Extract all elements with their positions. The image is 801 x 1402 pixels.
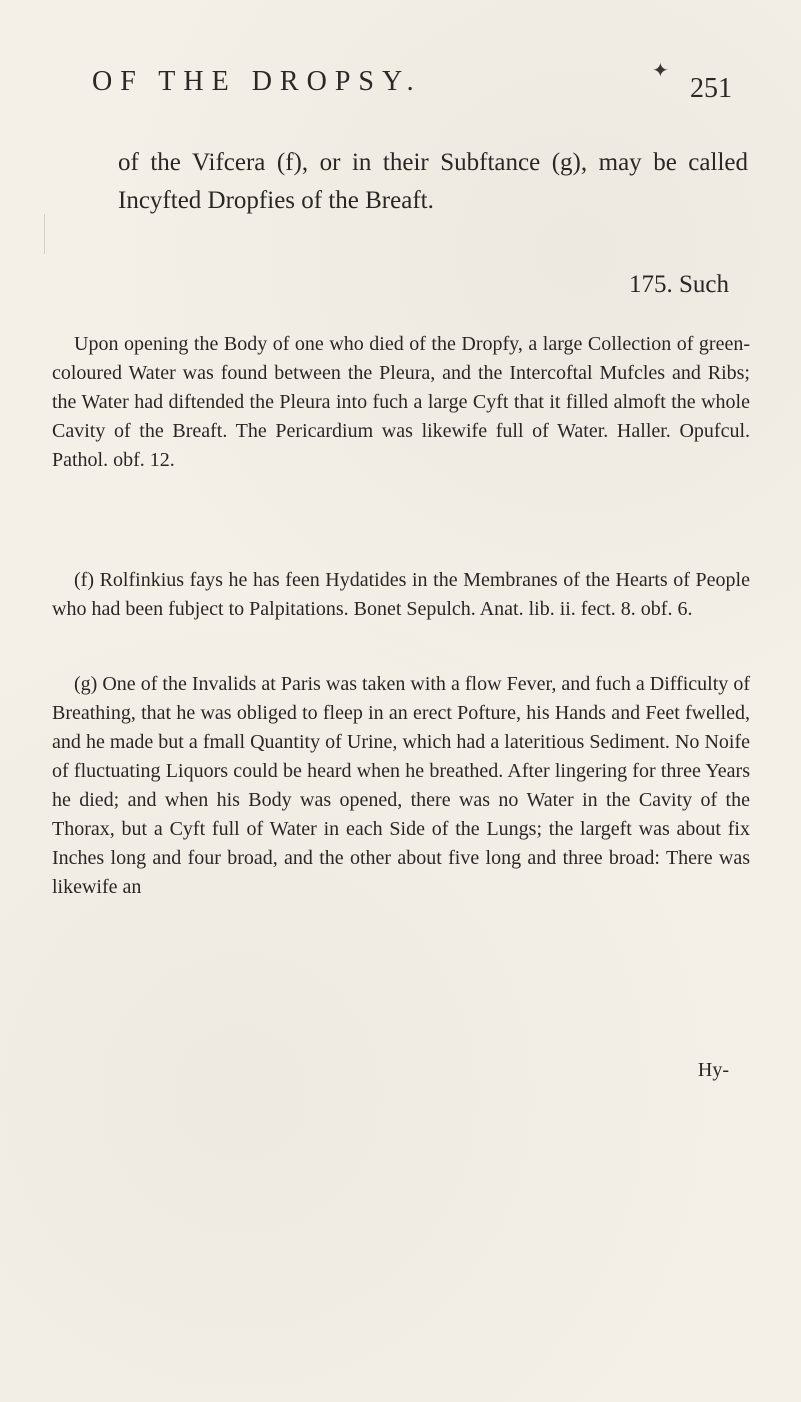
footnote-f: (f) Rolfinkius fays he has feen Hydatides in the Membranes of the Hearts of People who had been fubject to Palpitations. Bonet Sepulch. Anat. lib. ii. fect. 8. obf. 6. bbox=[52, 569, 750, 620]
main-paragraph: of the Vifcera (f), or in their Subftance (g), may be called Incyfted Dropfies of the Breaft. bbox=[118, 149, 748, 214]
catchword-top: 175. Such bbox=[629, 271, 729, 298]
page-header bbox=[92, 68, 732, 112]
footnote-175: Upon opening the Body of one who died of the Dropfy, a large Collection of green-coloured Water was found between the Pleura, and the Intercoftal Mufcles and Ribs; the Water had diftended the Pleura into fuch a large Cyft that it filled almoft the whole Cavity of the Breaft. The Pericardium was likewife full of Water. Haller. Opufcul. Pathol. obf. 12. bbox=[52, 333, 750, 471]
footnote-g: (g) One of the Invalids at Paris was taken with a flow Fever, and fuch a Difficulty of Breathing, that he was obliged to fleep in an erect Pofture, his Hands and Feet fwelled, and he made but a fmall Quantity of Urine, which had a lateritious Sediment. No Noife of fluctuating Liquors could be heard when he breathed. After lingering for three Years he died; and when his Body was opened, there was no Water in the Cavity of the Thorax, but a Cyft full of Water in each Side of the Lungs; the largeft was about fix Inches long and four broad, and the other about five long and three broad: There was likewife an bbox=[52, 673, 750, 898]
margin-line-icon bbox=[44, 214, 45, 254]
catchword-bottom: Hy- bbox=[697, 1059, 729, 1081]
small-margin-mark-icon: ✦ bbox=[652, 60, 669, 82]
running-head: OF THE DROPSY. bbox=[92, 66, 422, 97]
page-number: 251 bbox=[690, 73, 732, 104]
